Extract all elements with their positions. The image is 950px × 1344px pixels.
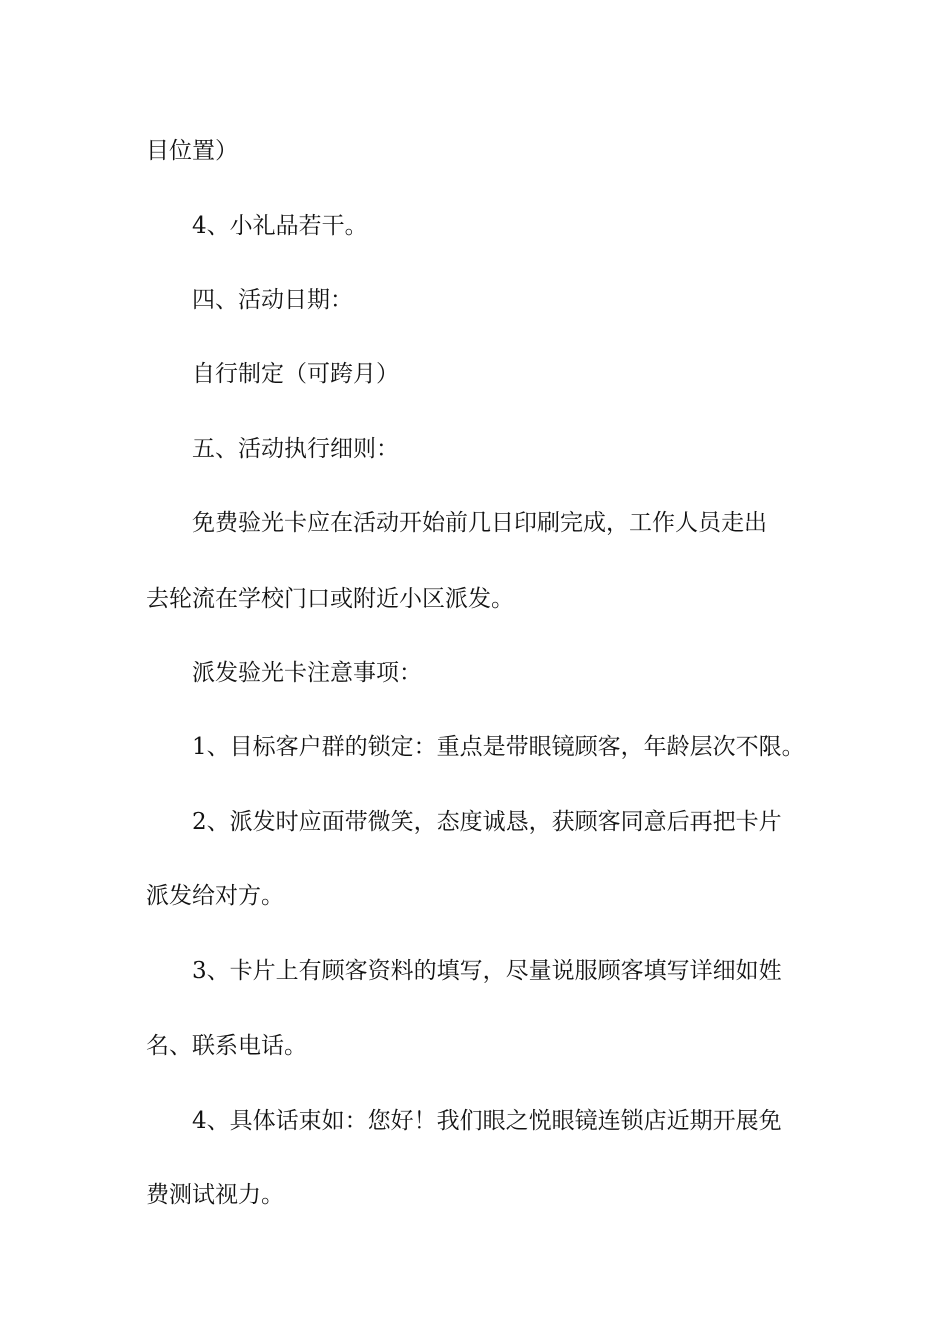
text-line: 费测试视力。 [146,1182,284,1208]
text-line: 3、卡片上有顾客资料的填写，尽量说服顾客填写详细如姓 [192,958,782,984]
text-line: 去轮流在学校门口或附近小区派发。 [146,586,514,612]
text-line: 2、派发时应面带微笑，态度诚恳，获顾客同意后再把卡片 [192,809,782,835]
text-line: 1、目标客户群的锁定：重点是带眼镜顾客，年龄层次不限。 [192,734,805,760]
text-line: 目位置） [146,138,238,164]
text-line: 自行制定（可跨月） [192,361,399,387]
text-line: 五、活动执行细则： [192,436,399,462]
text-line: 四、活动日期： [192,287,353,313]
text-line: 免费验光卡应在活动开始前几日印刷完成，工作人员走出 [192,510,767,536]
text-line: 名、联系电话。 [146,1033,307,1059]
text-line: 派发给对方。 [146,883,284,909]
text-line: 4、具体话束如：您好！我们眼之悦眼镜连锁店近期开展免 [192,1108,782,1134]
text-line: 4、小礼品若干。 [192,213,368,239]
text-line: 派发验光卡注意事项： [192,660,422,686]
